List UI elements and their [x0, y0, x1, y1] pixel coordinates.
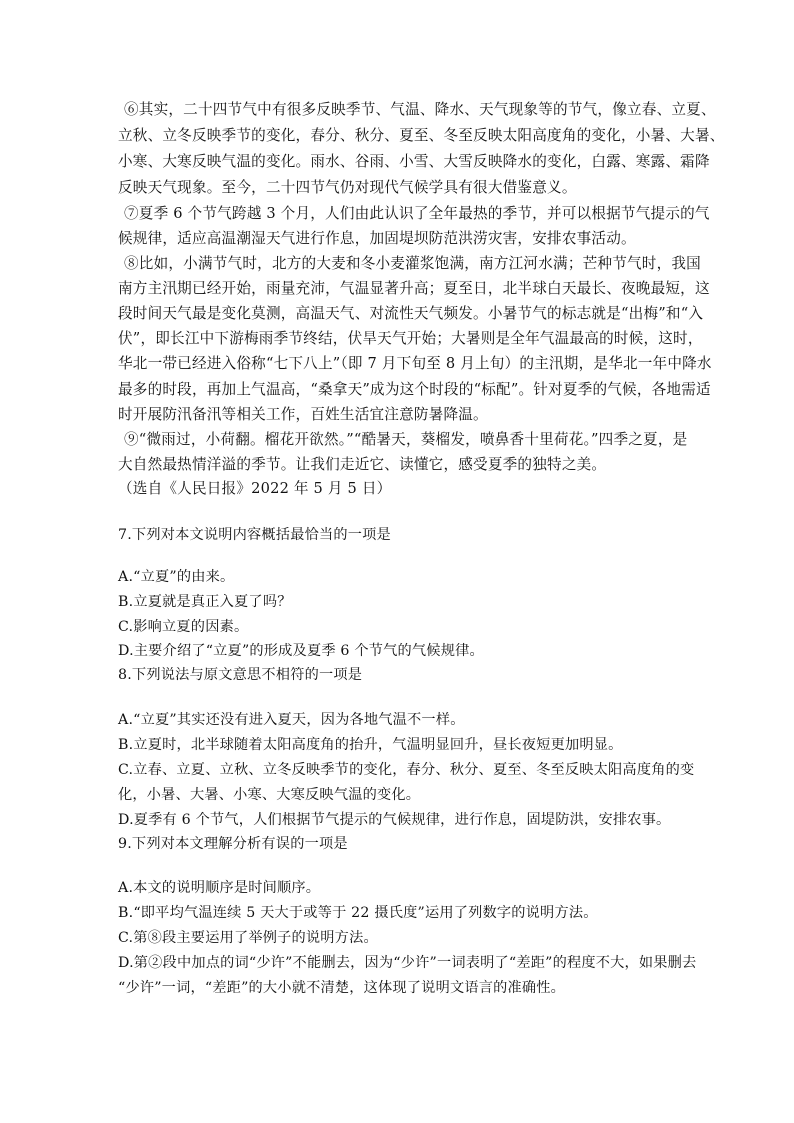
question-7-option-d: D.主要介绍了“立夏”的形成及夏季 6 个节气的气候规律。: [118, 643, 484, 659]
paragraph-6-line-4: 反映天气现象。至今，二十四节气仍对现代气候学具有很大借鉴意义。: [118, 179, 577, 196]
question-7-option-a: A.“立夏”的由来。: [118, 569, 235, 585]
paragraph-8-line-5: 华北一带已经进入俗称“七下八上”（即 7 月下旬至 8 月上旬）的主汛期，是华北一年中降水: [118, 355, 712, 372]
paragraph-9-line-2: 大自然最热情洋溢的季节。让我们走近它、读懂它，感受夏季的独特之美。: [118, 456, 607, 473]
paragraph-9-line-1: ⑨“微雨过，小荷翻。榴花开欲然。”“酷暑天，葵榴发，喷鼻香十里荷花。”四季之夏，是: [124, 431, 688, 448]
paragraph-6-line-1: ⑥其实，二十四节气中有很多反映季节、气温、降水、天气现象等的节气，像立春、立夏、: [124, 101, 716, 118]
question-7-option-c: C.影响立夏的因素。: [118, 619, 249, 635]
paragraph-6-line-2: 立秋、立冬反映季节的变化，春分、秋分、夏至、冬至反映太阳高度角的变化，小暑、大暑、: [118, 127, 725, 144]
question-9-option-b: B.“即平均气温连续 5 天大于或等于 22 摄氏度”运用了列数字的说明方法。: [118, 905, 598, 921]
paragraph-6-line-3: 小寒、大寒反映气温的变化。雨水、谷雨、小雪、大雪反映降水的变化，白露、寒露、霜降: [118, 153, 710, 170]
source-citation: （选自《人民日报》2022 年 5 月 5 日）: [118, 480, 392, 497]
paragraph-8-line-3: 段时间天气最是变化莫测，高温天气、对流性天气频发。小暑节气的标志就是“出梅”和“入: [118, 305, 704, 322]
paragraph-8-line-7: 时开展防汛备汛等相关工作，百姓生活宜注意防暑降温。: [118, 406, 488, 423]
paragraph-8-line-1: ⑧比如，小满节气时，北方的大麦和冬小麦灌浆饱满，南方江河水满；芒种节气时，我国: [124, 255, 701, 272]
question-9-option-a: A.本文的说明顺序是时间顺序。: [118, 880, 321, 896]
question-8-stem: 8.下列说法与原文意思不相符的一项是: [118, 667, 363, 683]
question-8-option-c-line-1: C.立春、立夏、立秋、立冬反映季节的变化，春分、秋分、夏至、冬至反映太阳高度角的变: [118, 762, 695, 778]
paragraph-8-line-6: 最多的时段，再加上气温高，“桑拿天”成为这个时段的“标配”。针对夏季的气候，各地需适: [118, 381, 711, 398]
question-9-option-d-line-1: D.第②段中加点的词“少许”不能删去，因为“少许”一词表明了“差距”的程度不大，如果删去: [118, 955, 697, 971]
paragraph-8-line-4: 伏”，即长江中下游梅雨季节终结，伏旱天气开始；大暑则是全年气温最高的时候，这时，: [118, 330, 703, 347]
question-8-option-a: A.“立夏”其实还没有进入夏天，因为各地气温不一样。: [118, 712, 465, 728]
question-8-option-c-line-2: 化，小暑、大暑、小寒、大寒反映气温的变化。: [118, 787, 421, 803]
question-9-option-d-line-2: “少许”一词，“差距”的大小就不清楚，这体现了说明文语言的准确性。: [118, 980, 566, 996]
question-8-option-b: B.立夏时，北半球随着太阳高度角的抬升，气温明显回升，昼长夜短更加明显。: [118, 737, 623, 753]
paragraph-7-line-2: 候规律，适应高温潮湿天气进行作息，加固堤坝防范洪涝灾害，安排农事活动。: [118, 230, 636, 247]
question-8-option-d: D.夏季有 6 个节气，人们根据节气提示的气候规律，进行作息，固堤防洪，安排农事。: [118, 812, 671, 828]
question-7-option-b: B.立夏就是真正入夏了吗？: [118, 594, 292, 610]
question-7-stem: 7.下列对本文说明内容概括最恰当的一项是: [118, 527, 391, 543]
question-9-option-c: C.第⑧段主要运用了举例子的说明方法。: [118, 930, 378, 946]
paragraph-8-line-2: 南方主汛期已经开始，雨量充沛，气温显著升高；夏至日，北半球白天最长、夜晚最短，这: [118, 280, 710, 297]
paragraph-7-line-1: ⑦夏季 6 个节气跨越 3 个月，人们由此认识了全年最热的季节，并可以根据节气提示的气: [124, 205, 710, 222]
question-9-stem: 9.下列对本文理解分析有误的一项是: [118, 836, 348, 852]
